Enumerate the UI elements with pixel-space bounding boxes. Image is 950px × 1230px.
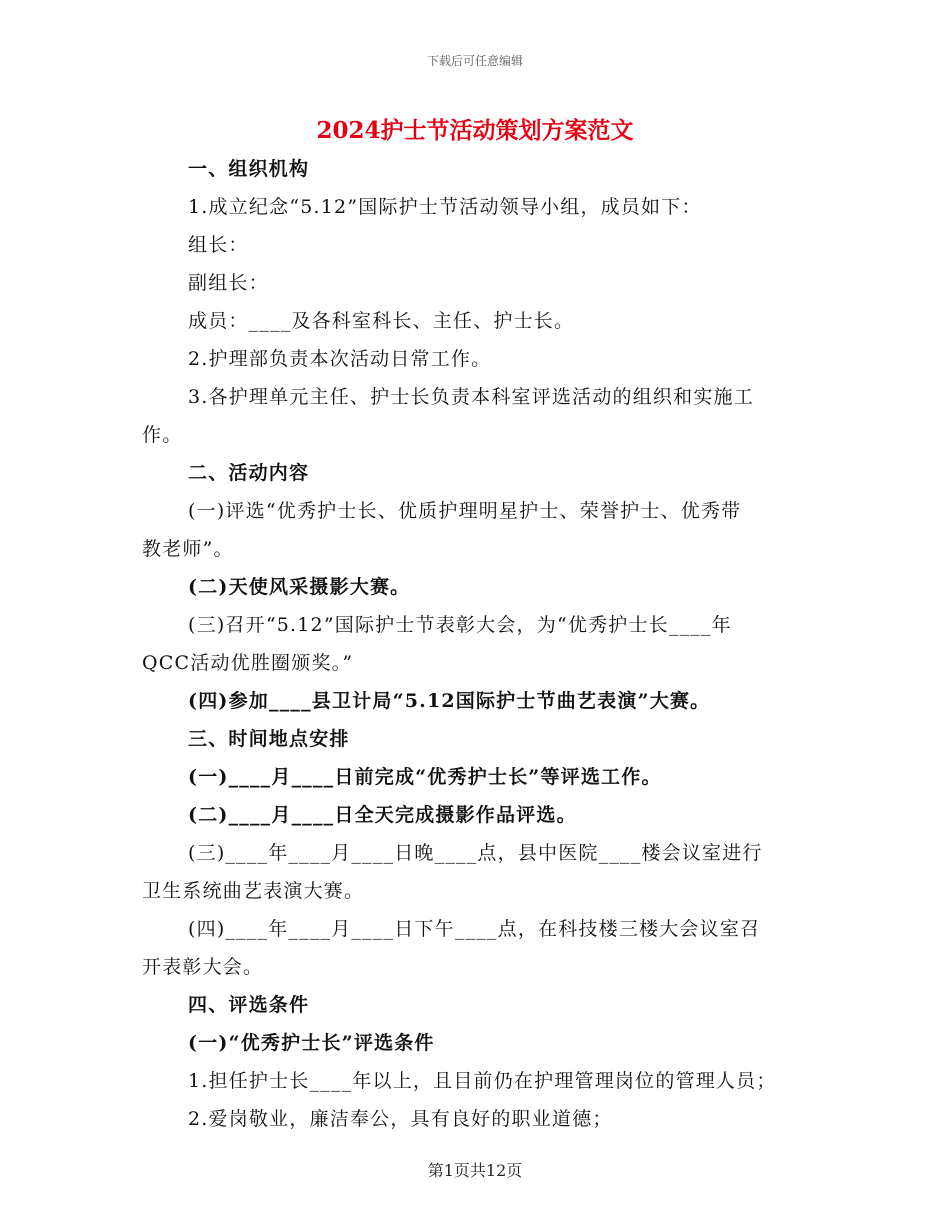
- document-title: 2024护士节活动策划方案范文: [316, 117, 634, 144]
- paragraph-line: 教老师”。: [142, 538, 234, 560]
- paragraph-line: QCC活动优胜圈颁奖。”: [142, 652, 354, 674]
- paragraph-line: (二)天使风采摄影大赛。: [188, 576, 411, 598]
- paragraph-line: 开表彰大会。: [142, 956, 264, 978]
- page-footer: 第1页共12页: [427, 1161, 523, 1180]
- paragraph-line: (三)____年____月____日晚____点，县中医院____楼会议室进行: [188, 842, 763, 864]
- paragraph-line: 1.成立纪念“5.12”国际护士节活动领导小组，成员如下：: [188, 196, 702, 218]
- paragraph-line: 2.爱岗敬业，廉洁奉公，具有良好的职业道德；: [188, 1108, 613, 1130]
- paragraph-line: 2.护理部负责本次活动日常工作。: [188, 348, 492, 370]
- paragraph-line: (二)____月____日全天完成摄影作品评选。: [188, 804, 577, 826]
- paragraph-line: 组长：: [188, 234, 249, 256]
- paragraph-line: 3.各护理单元主任、护士长负责本科室评选活动的组织和实施工: [188, 386, 754, 408]
- paragraph-line: (四)参加____县卫计局“5.12国际护士节曲艺表演”大赛。: [188, 690, 711, 712]
- paragraph-line: 副组长：: [188, 272, 269, 294]
- paragraph-line: 一、组织机构: [188, 158, 310, 180]
- paragraph-line: 成员：____及各科室科长、主任、护士长。: [188, 310, 575, 332]
- page-header: 下载后可任意编辑: [426, 54, 523, 68]
- paragraph-line: (三)召开“5.12”国际护士节表彰大会，为“优秀护士长____年: [188, 614, 732, 636]
- paragraph-line: 卫生系统曲艺表演大赛。: [142, 880, 365, 902]
- paragraph-line: (一)____月____日前完成“优秀护士长”等评选工作。: [188, 766, 662, 788]
- paragraph-line: 二、活动内容: [188, 462, 310, 484]
- paragraph-line: (一)“优秀护士长”评选条件: [188, 1032, 435, 1054]
- paragraph-line: 三、时间地点安排: [188, 728, 350, 750]
- document-body: [142, 150, 812, 1138]
- paragraph-line: 作。: [142, 424, 183, 446]
- paragraph-line: (四)____年____月____日下午____点，在科技楼三楼大会议室召: [188, 918, 761, 940]
- paragraph-line: 1.担任护士长____年以上，且目前仍在护理管理岗位的管理人员；: [188, 1070, 777, 1092]
- paragraph-line: (一)评选“优秀护士长、优质护理明星护士、荣誉护士、优秀带: [188, 500, 742, 522]
- paragraph-line: 四、评选条件: [188, 994, 310, 1016]
